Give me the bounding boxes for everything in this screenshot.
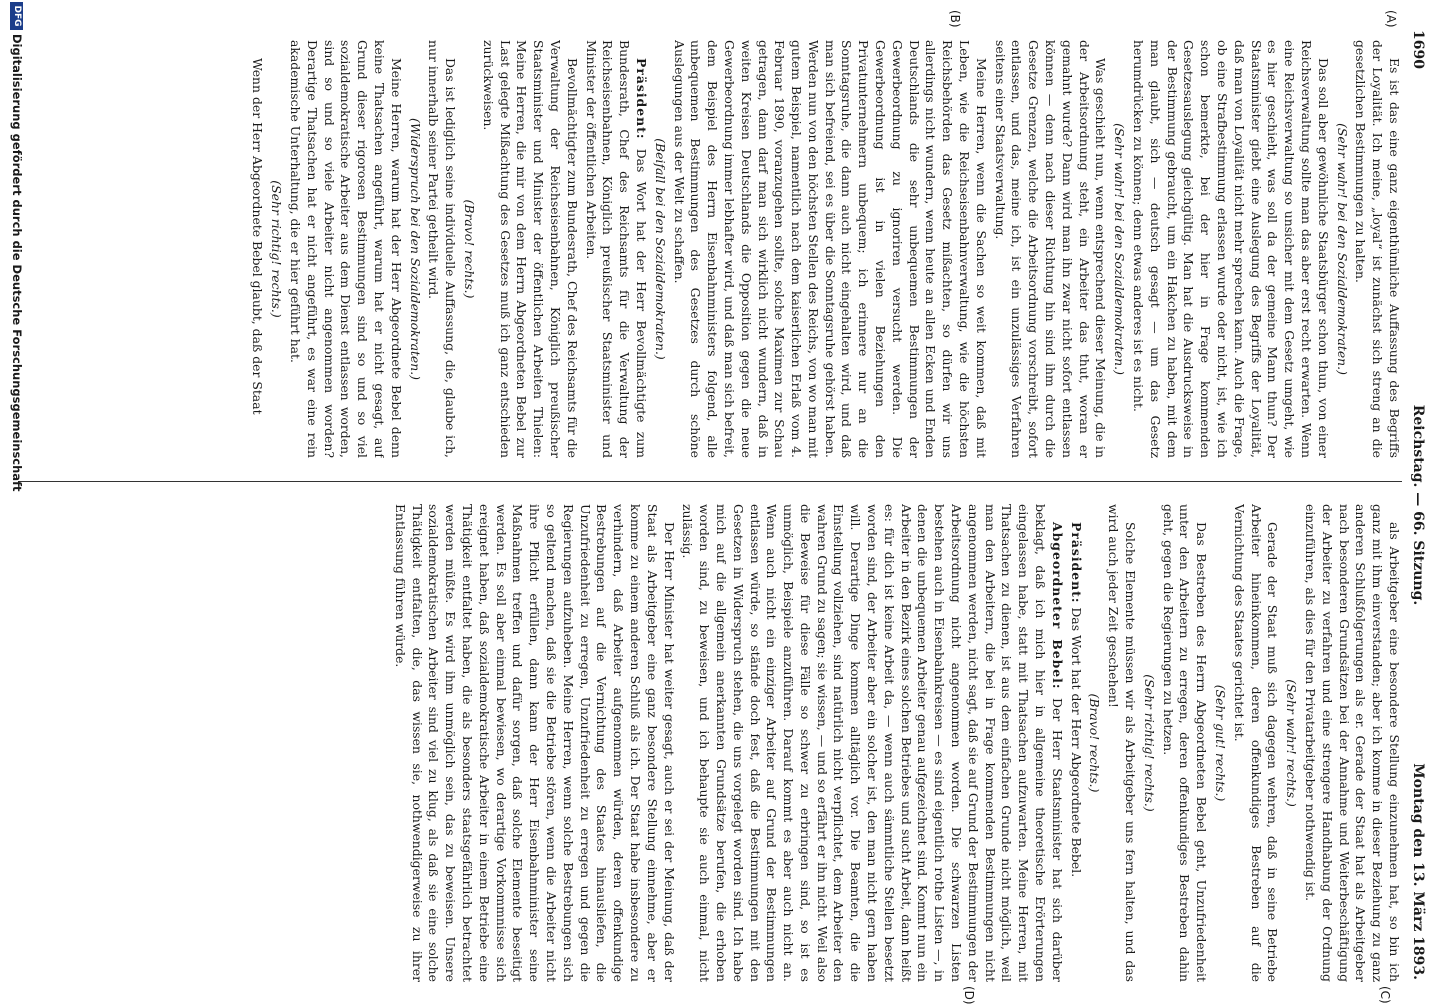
speaker-name: Präsident: [633,58,649,140]
stage-direction: (Sehr richtig! rechts.) [1141,674,1157,812]
speaker-name: Abgeordneter Bebel: [1049,522,1065,690]
paragraph: Es ist das eine ganz eigenthümliche Auffassung des Begriffs der Loyalität. Ich meine, „loyal“ ist zunächst sich streng an die gesetzlichen Bestimmungen zu halten. [1353,40,1402,458]
stage-direction: (Sehr wahr! bei den Sozialdemokraten.) [1112,123,1128,375]
page-number: 1690 [1410,30,1426,69]
speech-text: Der Herr Staatsminister hat sich darüber beklagt, daß ich mich hier in allgemeine theoretische Erörterungen eingelassen habe, statt mit Thatsachen aufzuwarten. Meine Herren, mit Thatsachen zu dienen, ist aus dem einfachen Grunde nicht möglich, weil man den Arbeitern, die bei in Frage kommenden Bestimmungen nicht angenommen werden, nicht sagt, daß sie auf Grund der Bestimmungen der Arbeitsordnung nicht angenommen worden. Die schwarzen Listen bestehen auch in Eisenbahnkreisen — es sind eigentlich rothe Listen —, in denen die unbequemen Arbeiter genau aufgezeichnet sind. Kommt nun ein Arbeiter in den Bezirk eines solchen Betriebes und sucht Arbeit, dann heißt es: für dich ist keine Arbeit da, — wenn auch sämmtliche Stellen besetzt worden sind, der Arbeiter aber ein solcher ist, den man nicht gern haben will. Derartige Dinge kommen alltäglich vor. Die Beamten, die die Einstellung vollziehen, sind natürlich nicht verpflichtet, dem Arbeiter den wahren Grund zu sagen; sie wissen, — und so erfährt er ihn nicht. Weil also die Beweise für diese Fälle so schwer zu erbringen sind, so ist es unmöglich, Beispiele anzuführen. Darauf kommt es aber auch nicht an. Wenn auch nicht ein einziger Arbeiter auf Grund der Bestimmungen entlassen würde, so stände doch fest, daß die Bestimmungen mit den Gesetzen in Widerspruch stehen, die uns vorgelegt worden sind. Ich habe mich auf die allgemein anerkannten Grundsätze berufen, die erhoben worden sind, zu beweisen, und ich behaupte sie auch einmal, nicht zulässig. [680,504,1065,982]
funding-note: Digitalisierung gefördert durch die Deutsche Forschungsgemeinschaft [10,34,24,492]
margin-marker-b: (B) [948,10,962,28]
paragraph: Wenn der Herr Abgeordnete Bebel glaubt, daß der Staat [250,58,266,415]
stage-direction: (Sehr gut! rechts.) [1213,684,1229,802]
speaker-name: Präsident: [1068,522,1084,604]
margin-marker-c: (C) [1378,986,1392,1004]
right-column [18,504,1402,982]
stage-direction: (Sehr wahr! rechts.) [1284,679,1300,807]
paragraph: Gerade der Staat muß sich dagegen wehren, daß in seine Betriebe Arbeiter hineinkommen, deren offenkundiges Bestreben auf die Vernichtung des Staates gerichtet ist. [1231,504,1281,982]
stage-direction: (Sehr wahr! bei den Sozialdemokraten.) [1334,123,1350,375]
paragraph: Der Herr Minister hat weiter gesagt, auch er sei der Meinung, daß der Staat als Arbeitgeber eine ganz besondere Stellung einnehme, aber er komme zu einem anderen Schluß als ich. Der Staat habe insbesondere zu verhindern, daß Arbeiter aufgenommen würden, deren offenkundige Bestrebungen auf die Vernichtung des Staates hinausliefen, die Unzufriedenheit zu erregen, Unzufriedenheit zu erregen und gegen die Regierungen aufzuheben. Meine Herren, wenn solche Bestrebungen sich so geltend machen, daß sie die Betriebe stören, wenn die Arbeiter nicht ihre Pflicht erfüllen, dann kann der Herr Eisenbahnminister seine Maßnahmen treffen und dafür sorgen, daß solche Elemente beseitigt werden. Es soll aber einmal bewiesen, wo derartige Vorkommnisse sich ereignet haben, daß sozialdemokratische Arbeiter in einem Betriebe eine Thätigkeit entfaltet haben, die als besonders staatsgefährlich betrachtet werden müßte. Es wird ihm unmöglich sein, das zu beweisen. Unsere sozialdemokratischen Arbeiter sind viel zu klug, als daß sie eine solche Thätigkeit entfalten, die, das wissen sie, nothwendigerweise zu ihrer Entlassung führen würde. [392,504,677,982]
paragraph: Bevollmächtigter zum Bundesrath, Chef des Reichsamts für die Verwaltung der Reichseisenbahnen, Königlich preußischer Staatsminister und Minister der öffentlichen Arbeiten Thielen: Meine Herren, die mir von dem Herrn Abgeordneten Bebel zur Last gelegte Mißachtung des Gesetzes muß ich ganz entschieden zurückweisen. [480,40,580,458]
paragraph: Solche Elemente müssen wir als Arbeitgeber uns fern halten, und das wird auch jeder Zeit geschehen! [1106,504,1139,982]
paragraph: als Arbeitgeber eine besondere Stellung einzunehmen hat, so bin ich ganz mit ihm einverstanden; aber ich komme in dieser Beziehung zu ganz anderen Schlußfolgerungen als er. Gerade der Staat hat als Arbeitgeber nach besonderen Grundsätzen bei der Annahme und Weiterbeschäftigung der Arbeiter zu verfahren und eine strengere Handhabung der Ordnung einzuführen, als dies für den Privatarbeitgeber nothwendig ist. [1303,504,1402,982]
session-date: Montag den 13. März 1893. [1410,763,1426,980]
left-column [18,40,1402,458]
stage-direction: (Beifall bei den Sozialdemokraten.) [652,138,668,360]
digitization-footer [2,0,28,1000]
column-divider [18,481,1402,482]
paragraph: Was geschieht nun, wenn entsprechend dieser Meinung, die in der Arbeitsordnung steht, ein Arbeiter das thut, woran er gemahnt wurde? Dann wird man ihn zwar nicht sofort entlassen können — denn nach dieser Richtung hin sind ihm durch die Gesetze Grenzen, welche die Arbeitsordnung vorschreibt, sofort entlassen, und das, meine ich, ist ein unzulässiges Verfahren seitens einer Staatsverwaltung. [992,40,1109,458]
paragraph: Das ist lediglich seine individuelle Auffassung, die, glaube ich, nur innerhalb seiner Partei getheilt wird. [426,40,459,458]
stage-direction: (Widerspruch bei den Sozialdemokraten.) [407,117,423,381]
page-header [1404,30,1426,980]
speech-text: Das Wort hat der Herr Bevollmächtigte zum Bundesrath, Chef des Reichsamts für die Verwaltung der Reichseisenbahnen, Königlich preußischer Staatsminister und Minister der öffentlichen Arbeiten. [583,40,649,458]
stage-direction: (Bravo! rechts.) [1087,693,1103,793]
margin-marker-a: (A) [1384,10,1398,28]
paragraph: Meine Herren, warum hat der Herr Abgeordnete Bebel denn keine Thatsachen angeführt, warum hat er nicht gesagt, auf Grund dieser rigorosen Bestimmungen sind so und so viel sozialdemokratische Arbeiter aus dem Dienst entlassen worden, sind so und so viele Arbeiter nicht angenommen worden? Derartige Thatsachen hat er nicht angeführt, es war eine rein akademische Unterhaltung, die er hier geführt hat. [288,40,404,458]
session-title: Reichstag. — 66. Sitzung. [1410,404,1426,606]
stage-direction: (Bravo! rechts.) [461,199,477,299]
paragraph: Das Bestreben des Herrn Abgeordneten Bebel geht, Unzufriedenheit unter den Arbeitern zu erregen, deren offenkundiges Bestreben dahin geht, gegen die Regierungen zu hetzen. [1160,504,1210,982]
margin-marker-d: (D) [962,986,976,1005]
stage-direction: (Sehr richtig! rechts.) [269,180,285,318]
speaker-paragraph [1067,504,1084,982]
speech-text: Das Wort hat der Herr Abgeordnete Bebel. [1068,607,1084,878]
paragraph: Das soll aber gewöhnliche Staatsbürger schon thun, von einer Reichsverwaltung sollte man das aber erst recht erwarten. Wenn eine Reichsverwaltung so unsicher mit dem Gesetz umgeht, wie es hier geschieht, was soll da der gemeine Mann thun? Der Staatsminister giebt eine Auslegung des Begriffs der Loyalität, daß man von Loyalität nicht mehr sprechen kann. Auch die Frage, ob eine Strafbestimmung erlassen wurde oder nicht, ist, wie ich schon bemerkte, bei der hier in Frage kommenden Gesetzesauslegung gleichgültig. Man hat die Ausdrucksweise in der Bestimmung gebraucht, um ein Hakchen zu haben, mit dem man glaubt, sich — deutsch gesagt — um das Gesetz herumdrücken zu können; denn etwas anderes ist es nicht. [1131,40,1331,458]
paragraph: Meine Herren, wenn die Sachen so weit kommen, daß mit Leben, wie die Reichseisenbahnverwaltung, wie die höchsten Reichsbehörden das Gesetz mißachten, so dürfen wir uns allerdings nicht wundern, wenn heute an allen Ecken und Enden Deutschlands die sehr unbequemen Bestimmungen der Gewerbeordnung zu ignoriren versucht werden. Die Gewerbeordnung ist in vielen Beziehungen den Privatunternehmern unbequem; ich erinnere nur an die Sonntagsruhe, die dann auch nicht eingehalten wird, und daß man sich befreiend, sei es über die Sonntagsruhe gehörst haben. Werden nun von den höchsten Stellen des Reichs, von wo man mit gutem Beispiel, namentlich nach dem kaiserlichen Erlaß vom 4. Februar 1890, voranzugehen sollte, solche Maximen zur Schau getragen, dann darf man sich wirklich nicht wundern, daß in weiten Kreisen Deutschlands die Opposition gegen die neue Gewerbeordnung immer lebhafter wird, und daß man sich befreit, dem Beispiel des Herrn Eisenbahnministers folgend, alle unbequemen Bestimmungen des Gesetzes durch schöne Auslegungen aus der Welt zu schaffen. [671,40,989,458]
speaker-paragraph [679,504,1065,982]
speaker-paragraph [582,40,649,458]
dfg-logo: DFG [10,2,23,30]
